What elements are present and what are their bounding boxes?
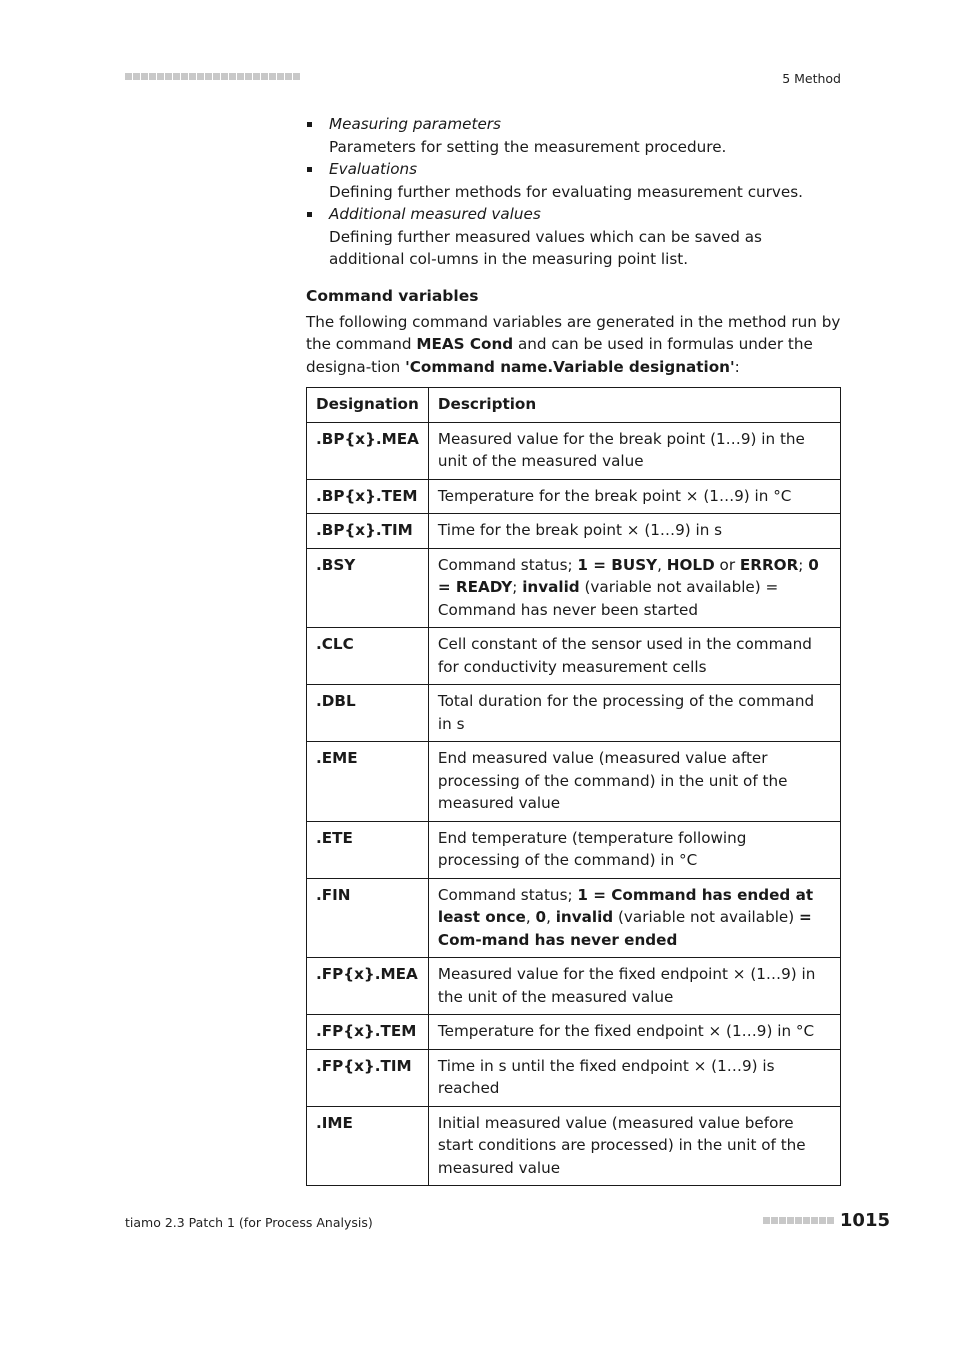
description-text: or [714,555,740,574]
decorative-dot [771,1217,778,1224]
variable-description: Initial measured value (measured value before start conditions are processed) in the unit of the measured value [428,1106,840,1186]
bullet-item [306,158,842,203]
decorative-dot [125,73,132,80]
decorative-dot [293,73,300,80]
description-text: (variable not available) = Command has never been started [437,578,779,619]
decorative-dot [181,73,188,80]
variable-designation: .FP{x}.TIM [307,1049,429,1106]
bullet-item [306,203,842,271]
variable-designation: .ETE [307,821,429,878]
description-text: , [657,555,667,574]
decorative-dot [811,1217,818,1224]
decorative-dot [795,1217,802,1224]
variable-designation: .FP{x}.MEA [307,958,429,1015]
section-intro [306,311,842,379]
decorative-dot [277,73,284,80]
decorative-dot [819,1217,826,1224]
description-bold-text: 0 [535,908,547,926]
bullet-square-icon [307,122,312,127]
variable-description: End temperature (temperature following processing of the command) in °C [428,821,840,878]
description-bold-text: 0 = READY [437,555,819,596]
variable-description: Measured value for the fixed endpoint × (1…9) in the unit of the measured value [428,958,840,1015]
table-row [307,878,841,958]
decorative-dot [165,73,172,80]
description-text: Command status; [437,885,578,904]
decorative-dot [189,73,196,80]
main-content [306,113,842,1186]
variable-designation: .BP{x}.MEA [307,422,429,479]
variable-description [428,548,840,628]
decorative-dot [205,73,212,80]
table-row [307,1106,841,1186]
intro-text: and can be used in formulas under the designa-tion [306,335,813,376]
description-bold-text: HOLD [666,555,715,574]
table-row [307,479,841,514]
description-text: , [525,908,536,926]
description-text: ; [512,578,523,596]
description-bold-text: 1 = BUSY [577,555,658,574]
table-row [307,1049,841,1106]
table-row [307,422,841,479]
description-bold-text: ERROR [739,555,799,574]
decorative-dot [803,1217,810,1224]
decorative-dot [827,1217,834,1224]
decorative-dot [197,73,204,80]
intro-designation-format: 'Command name.Variable designation' [405,357,735,376]
intro-command-name: MEAS Cond [416,335,514,353]
description-bold-text: invalid [522,578,580,596]
column-header-designation: Designation [307,388,429,423]
table-row [307,628,841,685]
bullet-item [306,113,842,158]
decorative-dot [787,1217,794,1224]
intro-text: The following command variables are generated in the method run by the command [306,312,841,353]
bullet-square-icon [307,167,312,172]
description-bold-text: invalid [555,908,614,926]
decorative-dot [141,73,148,80]
table-row [307,742,841,822]
variable-description: Temperature for the fixed endpoint × (1…9) in °C [428,1015,840,1050]
table-row [307,548,841,628]
decorative-dot [269,73,276,80]
column-header-description: Description [428,388,840,423]
variable-description: Cell constant of the sensor used in the command for conductivity measurement cells [428,628,840,685]
decorative-dot [213,73,220,80]
bullet-square-icon [307,212,312,217]
decorative-dot [261,73,268,80]
description-text: Command status; [437,555,578,574]
footer-product: tiamo 2.3 Patch 1 (for Process Analysis) [125,1215,373,1230]
variable-designation: .CLC [307,628,429,685]
bullet-description: Defining further methods for evaluating measurement curves. [329,182,803,201]
variable-designation: .BP{x}.TIM [307,514,429,549]
decorative-dot [149,73,156,80]
table-row [307,514,841,549]
section-heading: Command variables [306,286,479,305]
variable-designation: .IME [307,1106,429,1186]
decorative-dot [285,73,292,80]
variable-designation: .BP{x}.TEM [307,479,429,514]
bullet-description: Defining further measured values which can be saved as additional col-umns in the measuring point list. [329,227,762,268]
bullet-description: Parameters for setting the measurement procedure. [329,137,727,156]
description-bold-text: 1 = Command has ended at least once [437,885,814,926]
description-text: ; [798,555,809,574]
decorative-dot [157,73,164,80]
variable-description: Time in s until the fixed endpoint × (1…9) is reached [428,1049,840,1106]
table-row [307,821,841,878]
running-header-section: 5 Method [782,71,841,86]
decorative-dot [221,73,228,80]
decorative-dot [237,73,244,80]
table-body [307,422,841,1186]
header-dots [125,73,300,83]
variable-description [428,878,840,958]
table-header-row [307,388,841,423]
page-number: 1015 [839,1210,890,1231]
variable-description: End measured value (measured value after processing of the command) in the unit of the measured value [428,742,840,822]
variable-description: Measured value for the break point (1…9) in the unit of the measured value [428,422,840,479]
variable-designation: .DBL [307,685,429,742]
table-row [307,685,841,742]
table-row [307,1015,841,1050]
variable-designation: .EME [307,742,429,822]
bullet-title: Evaluations [329,160,418,178]
variable-designation: .FIN [307,878,429,958]
description-text: , [546,908,556,926]
variable-designation: .FP{x}.TEM [307,1015,429,1050]
decorative-dot [245,73,252,80]
intro-text: : [734,357,740,376]
bullet-list [306,113,842,271]
decorative-dot [763,1217,770,1224]
bullet-title: Additional measured values [329,205,541,223]
footer-page [763,1210,890,1231]
decorative-dot [253,73,260,80]
command-variables-table [306,387,841,1186]
decorative-dot [779,1217,786,1224]
description-text: (variable not available) [613,908,800,926]
table-row [307,958,841,1015]
variable-designation: .BSY [307,548,429,628]
footer-dots [763,1217,834,1224]
bullet-title: Measuring parameters [329,115,501,133]
decorative-dot [229,73,236,80]
decorative-dot [133,73,140,80]
decorative-dot [173,73,180,80]
variable-description: Time for the break point × (1…9) in s [428,514,840,549]
description-bold-text: = Com-mand has never ended [437,908,812,949]
variable-description: Total duration for the processing of the command in s [428,685,840,742]
variable-description: Temperature for the break point × (1…9) in °C [428,479,840,514]
